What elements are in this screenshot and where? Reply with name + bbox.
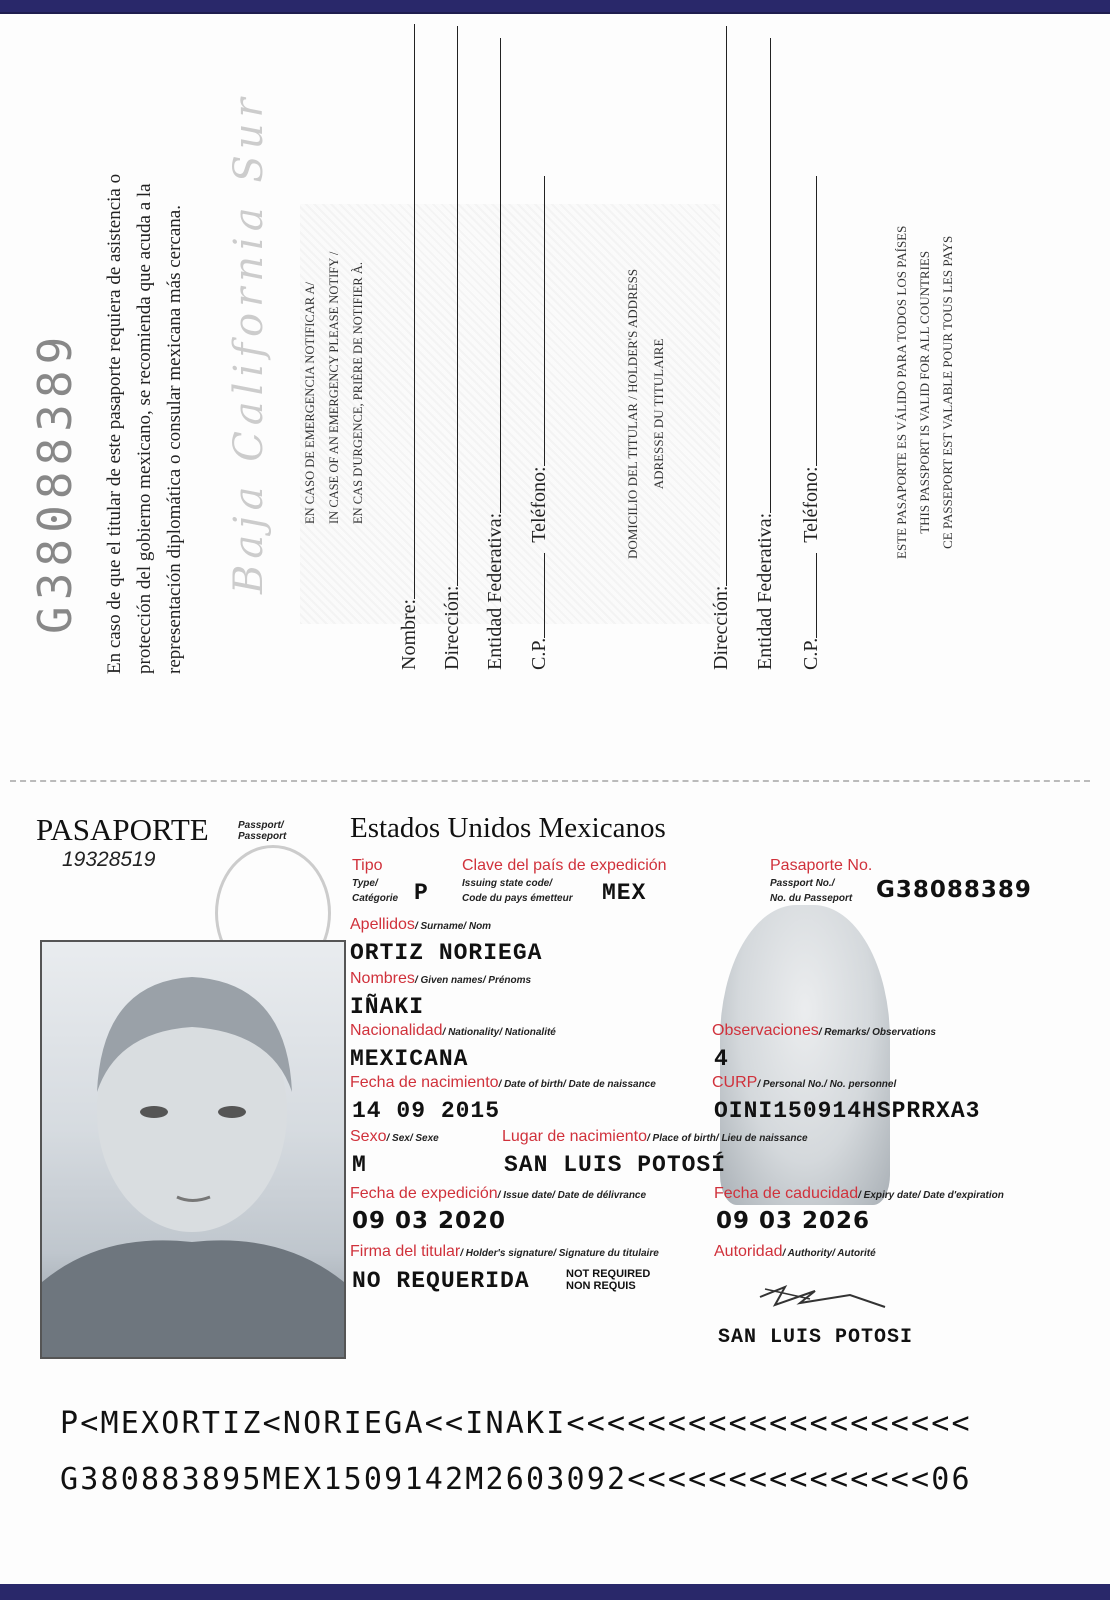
emergency-address-field[interactable]: Dirección:	[441, 26, 464, 670]
emergency-line: EN CAS D'URGENCE, PRIÈRE DE NOTIFIER À.	[351, 262, 365, 524]
emergency-name-field[interactable]: Nombre:	[398, 24, 421, 670]
given-names-label-group: Nombres/ Given names/ Prénoms	[350, 970, 532, 987]
surname-value: ORTIZ NORIEGA	[350, 940, 543, 966]
passport-number-sub: Passport No./ No. du Passeport	[770, 878, 853, 904]
validity-line: CE PASSEPORT EST VALABLE POUR TOUS LES PAYS	[940, 235, 955, 549]
intro-line: En caso de que el titular de este pasaporte requiera de asistencia o	[104, 173, 125, 674]
ghost-photo	[720, 905, 890, 1205]
expiry-date-value: 09 03 2026	[716, 1208, 871, 1234]
issuing-code-label: Clave del país de expedición	[462, 857, 667, 874]
issuing-code-value: MEX	[602, 880, 647, 906]
intro-line: representación diplomática o consular mexicana más cercana.	[164, 205, 185, 674]
nationality-value: MEXICANA	[350, 1046, 469, 1072]
emergency-heading	[298, 252, 370, 524]
assistance-notice	[100, 174, 190, 674]
signature-note: NOT REQUIRED NON REQUIS	[566, 1268, 651, 1292]
birth-date-label-group: Fecha de nacimiento/ Date of birth/ Date de naissance	[350, 1074, 656, 1091]
given-names-value: IÑAKI	[350, 994, 425, 1020]
bottom-frame-bar	[0, 1584, 1110, 1600]
issue-date-value: 09 03 2020	[352, 1208, 507, 1234]
validity-line: ESTE PASAPORTE ES VÁLIDO PARA TODOS LOS PAÍSES	[894, 225, 909, 559]
birth-date-value: 14 09 2015	[352, 1098, 501, 1124]
top-frame-bar	[0, 0, 1110, 14]
remarks-value: 4	[714, 1046, 729, 1072]
issuing-code-sub: Issuing state code/ Code du pays émetteur	[462, 878, 573, 904]
intro-line: protección del gobierno mexicano, se recomienda que acuda a la	[134, 183, 155, 674]
personal-number-label-group: CURP/ Personal No./ No. personnel	[712, 1074, 897, 1091]
type-label: Tipo	[352, 857, 383, 874]
holder-photo	[40, 940, 346, 1359]
authority-label-group: Autoridad/ Authority/ Autorité	[714, 1243, 876, 1260]
observations-page	[0, 14, 1110, 774]
state-watermark: Baja California Sur	[226, 92, 272, 594]
holder-state-field[interactable]: Entidad Federativa:	[754, 38, 777, 670]
signature-label-group: Firma del titular/ Holder's signature/ Signature du titulaire	[350, 1243, 659, 1260]
passport-title: PASAPORTE	[36, 812, 209, 847]
passport-number-value: G38088389	[876, 877, 1032, 903]
holder-address-heading	[620, 269, 672, 559]
nationality-label-group: Nacionalidad/ Nationality/ Nationalité	[350, 1022, 556, 1039]
mrz-line-2: G380883895MEX1509142M2603092<<<<<<<<<<<<<<<06	[60, 1462, 972, 1497]
perforated-number: G38088389	[28, 330, 82, 634]
expiry-date-label-group: Fecha de caducidad/ Expiry date/ Date d'expiration	[714, 1185, 1004, 1202]
authority-signature-icon	[755, 1275, 895, 1315]
issuing-country: Estados Unidos Mexicanos	[350, 812, 666, 844]
type-value: P	[414, 880, 429, 906]
portrait-icon	[42, 942, 344, 1357]
holder-cp-phone-field[interactable]: C.P. Teléfono:	[800, 176, 823, 670]
birth-place-label-group: Lugar de nacimiento/ Place of birth/ Lieu de naissance	[502, 1128, 808, 1145]
address-line: DOMICILIO DEL TITULAR / HOLDER'S ADDRESS	[625, 268, 640, 559]
emergency-cp-phone-field[interactable]: C.P. Teléfono:	[528, 176, 551, 670]
personal-number-value: OINI150914HSPRRXA3	[714, 1098, 981, 1124]
mrz-line-1: P<MEXORTIZ<NORIEGA<<INAKI<<<<<<<<<<<<<<<<<<<<	[60, 1406, 972, 1441]
sex-value: M	[352, 1152, 367, 1178]
birth-place-value: SAN LUIS POTOSÍ	[504, 1152, 727, 1178]
booklet-serial: 19328519	[62, 848, 156, 871]
emergency-line: IN CASE OF AN EMERGENCY PLEASE NOTIFY /	[327, 251, 341, 524]
emergency-state-field[interactable]: Entidad Federativa:	[484, 38, 507, 670]
signature-value: NO REQUERIDA	[352, 1268, 530, 1294]
holder-address-field[interactable]: Dirección:	[710, 26, 733, 670]
type-sub: Type/ Catégorie	[352, 878, 399, 904]
address-line: ADRESSE DU TITULAIRE	[651, 338, 666, 490]
sex-label-group: Sexo/ Sex/ Sexe	[350, 1128, 439, 1145]
page-fold-divider	[10, 780, 1090, 782]
passport-title-sub: Passport/ Passeport	[238, 820, 287, 842]
validity-line: THIS PASSPORT IS VALID FOR ALL COUNTRIES	[917, 250, 932, 534]
emergency-line: EN CASO DE EMERGENCIA NOTIFICAR A/	[303, 281, 317, 524]
remarks-label-group: Observaciones/ Remarks/ Observations	[712, 1022, 936, 1039]
surname-label-group: Apellidos/ Surname/ Nom	[350, 916, 492, 933]
issue-date-label-group: Fecha de expedición/ Issue date/ Date de délivrance	[350, 1185, 647, 1202]
authority-value: SAN LUIS POTOSI	[718, 1326, 914, 1349]
validity-notice	[890, 226, 959, 559]
passport-number-label: Pasaporte No.	[770, 857, 873, 874]
